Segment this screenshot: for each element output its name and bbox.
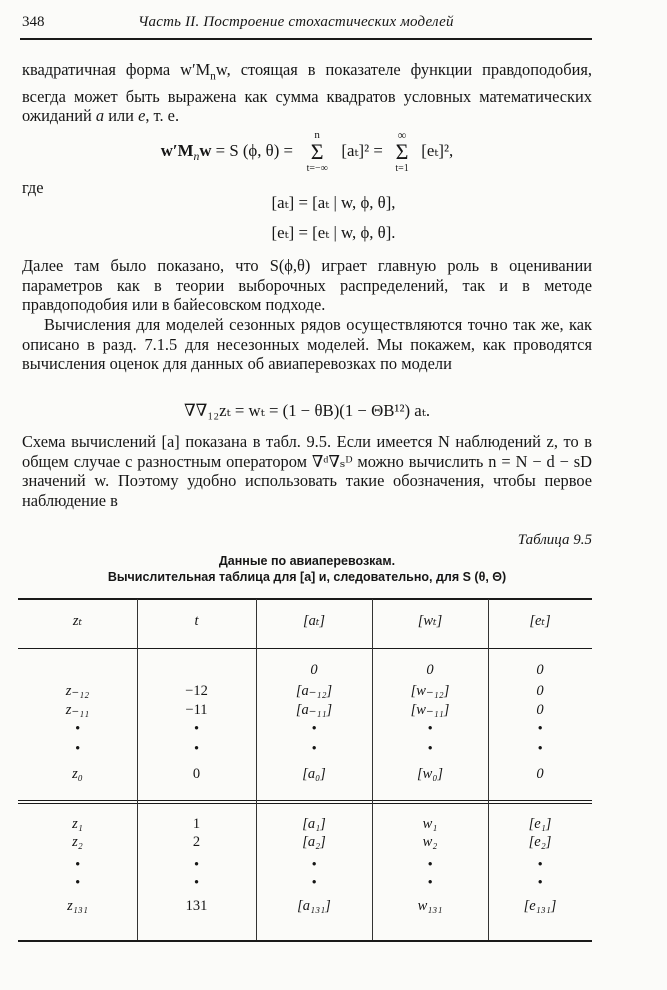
table-cell: z₀ xyxy=(72,766,83,782)
table-cell: [a₋₁₂] xyxy=(295,683,333,699)
table-cell: 131 xyxy=(185,898,208,914)
table-block-rule-2 xyxy=(18,803,592,804)
table-cell: • xyxy=(427,875,433,891)
table-block-rule-1 xyxy=(18,800,592,801)
table-cell: 0 xyxy=(536,662,544,678)
table-title-line1: Данные по авиаперевозкам. xyxy=(218,554,396,568)
table-cell: −12 xyxy=(185,683,208,699)
table-cell: 0 xyxy=(536,766,544,782)
table-cell: [a₁] xyxy=(302,816,326,832)
table-cell: [e₂] xyxy=(528,834,552,850)
table-cell: • xyxy=(537,721,543,737)
table-cell: • xyxy=(74,875,81,891)
running-title: Часть II. Построение стохастических моделей xyxy=(138,14,454,30)
table-cell: • xyxy=(193,875,200,891)
table-cell: w₁ xyxy=(422,816,438,832)
paragraph-scheme: Схема вычислений [a] показана в табл. 9.5. Если имеется N наблюдений z, то в общем случае с разностным оператором ∇ᵈ∇ₛᴰ можно вычислить n = N − d − sD значений w. Поэтому удобно использовать такие обозначения, чтобы первое наблюдение в xyxy=(22,432,592,510)
table-cell: [e₁] xyxy=(528,816,552,832)
table-cell: 2 xyxy=(192,834,201,850)
table-cell: z₋₁₁ xyxy=(65,702,90,718)
table-bottom-rule xyxy=(18,940,592,942)
table-cell: • xyxy=(537,857,543,873)
table-cell: • xyxy=(74,741,81,757)
var-a: a xyxy=(95,106,105,126)
table-cell: w₂ xyxy=(422,834,438,850)
table-cell: [a₋₁₁] xyxy=(295,702,333,718)
table-cell: z₁ xyxy=(72,816,83,832)
table-header-zt: zₜ xyxy=(72,613,83,629)
table-cell: • xyxy=(537,875,543,891)
table-cell: 0 xyxy=(426,662,434,678)
table-cell: z₁₃₁ xyxy=(67,898,88,914)
table-header-et: [eₜ] xyxy=(529,613,551,629)
table-title-line2: Вычислительная таблица для [a] и, следовательно, для S (θ, Θ) xyxy=(107,570,507,584)
table-cell: • xyxy=(427,741,433,757)
table-cell: 0 xyxy=(536,702,544,718)
table-cell: 1 xyxy=(192,816,201,832)
table-cell: 0 xyxy=(536,683,544,699)
table-cell: w₁₃₁ xyxy=(417,898,443,914)
table-cell xyxy=(137,661,256,680)
paragraph-intro: квадратичная форма $w'M_nw$, стоящая в показателе функции правдоподобия, всегда может быть выражена как сумма квадратов условных математических ожиданий a или e, т. е. xyxy=(22,60,592,126)
table-cell: • xyxy=(193,721,200,737)
equation-model: ∇∇₁₂zₜ = wₜ = (1 − θB)(1 − ΘB¹²) aₜ. xyxy=(183,401,431,420)
table-cell xyxy=(18,661,137,680)
equation-sum-of-squares: $w'M_nw = S$ (ϕ, θ) = n Σ t=−∞ [aₜ]² = ∞ Σ t=1 [eₜ]², xyxy=(160,128,454,174)
table-cell: • xyxy=(427,721,433,737)
table-cell: • xyxy=(74,721,81,737)
table-cell: [w₋₁₂] xyxy=(410,683,450,699)
definition-e: [eₜ] = [eₜ | w, ϕ, θ]. xyxy=(271,223,396,242)
table-cell: • xyxy=(311,741,317,757)
table-label: Таблица 9.5 xyxy=(517,532,592,548)
table-cell: 0 xyxy=(310,662,318,678)
table-cell: z₋₁₂ xyxy=(65,683,90,699)
table-cell: • xyxy=(311,875,317,891)
where-word: где xyxy=(22,178,44,197)
table-top-rule xyxy=(18,598,592,600)
table-cell: [a₀] xyxy=(302,766,326,782)
table-header-wt: [wₜ] xyxy=(417,613,443,629)
paragraph-seasonal: Вычисления для моделей сезонных рядов осуществляются точно так же, как описано в разд. 7.1.5 для несезонных моделей. Мы покажем, как проводятся вычисления оценок для данных об авиаперевозках по модели xyxy=(22,315,592,373)
table-cell: 0 xyxy=(192,766,201,782)
page-number: 348 xyxy=(22,14,45,30)
definition-a: [aₜ] = [aₜ | w, ϕ, θ], xyxy=(271,193,396,212)
header-rule xyxy=(20,38,592,40)
table-cell: [e₁₃₁] xyxy=(523,898,557,914)
table-cell: • xyxy=(537,741,543,757)
table-cell: • xyxy=(311,857,317,873)
table-cell: • xyxy=(311,721,317,737)
table-cell: [a₁₃₁] xyxy=(297,898,331,914)
table-cell: • xyxy=(193,741,200,757)
var-e: e xyxy=(138,106,146,126)
table-cell: [w₀] xyxy=(417,766,443,782)
table-cell: z₂ xyxy=(72,834,83,850)
table-header-rule xyxy=(18,648,592,649)
table-header-at: [aₜ] xyxy=(302,613,326,629)
table-cell: • xyxy=(74,857,81,873)
table-cell: • xyxy=(193,857,200,873)
table-cell: [a₂] xyxy=(302,834,326,850)
paragraph-likelihood: Далее там было показано, что S(ϕ,θ) играет главную роль в оценивании параметров как в теории выборочных распределений, так и в методе правдоподобия или в байесовском подходе. xyxy=(22,256,592,314)
table-cell: −11 xyxy=(185,702,208,718)
subscript-n: n xyxy=(210,70,216,83)
table-cell: [w₋₁₁] xyxy=(410,702,450,718)
table-header-t: t xyxy=(194,613,199,629)
table-cell: • xyxy=(427,857,433,873)
